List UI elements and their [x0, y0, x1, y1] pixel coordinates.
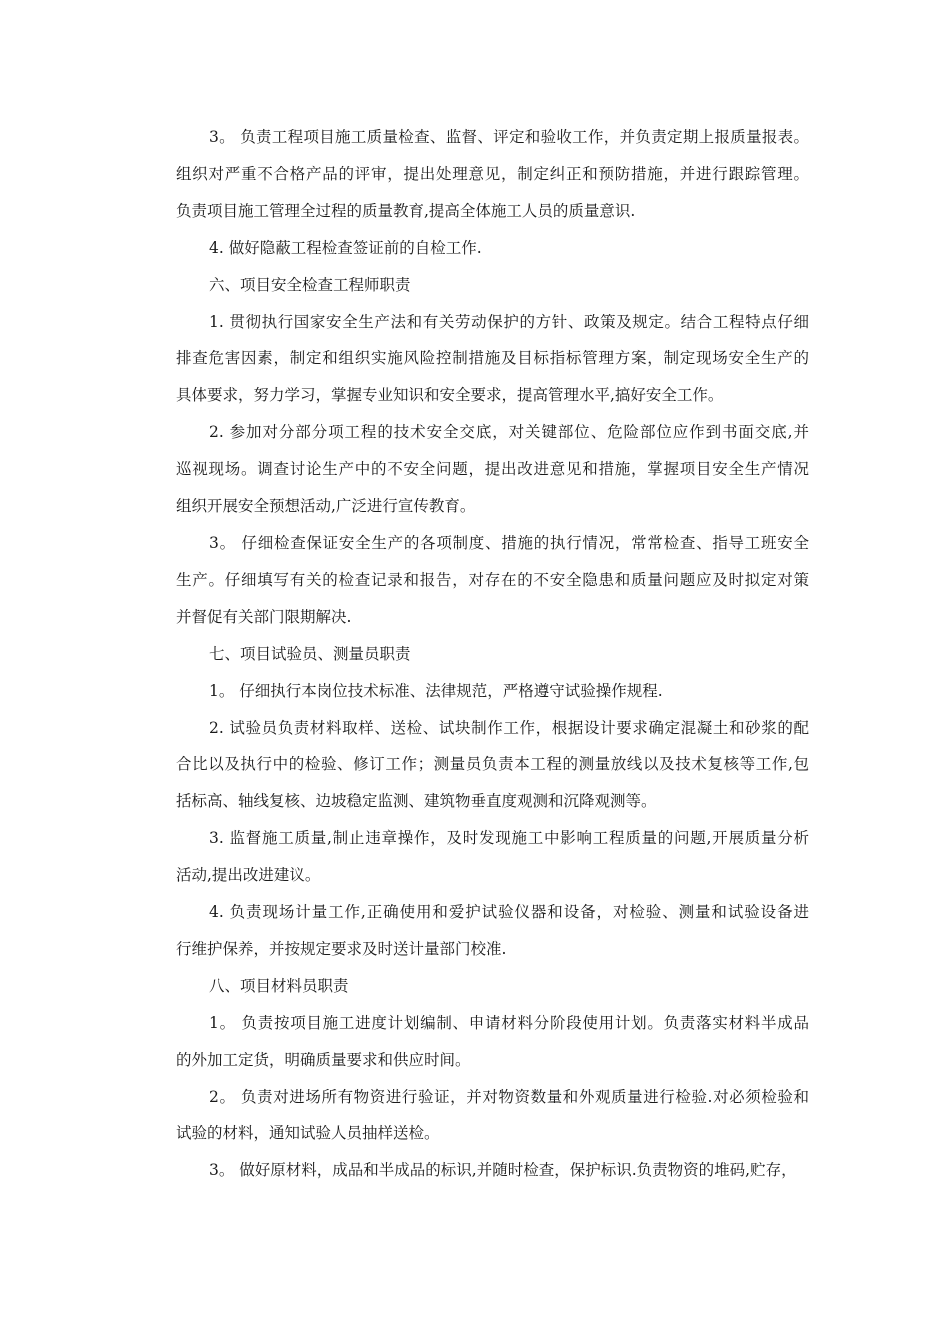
- paragraph-line: 2。 负责对进场所有物资进行验证，并对物资数量和外观质量进行检验.对必须检验和: [209, 1087, 809, 1106]
- paragraph-line: 排查危害因素，制定和组织实施风险控制措施及目标指标管理方案，制定现场安全生产的: [176, 349, 809, 368]
- heading-text: 八、项目材料员职责: [209, 976, 349, 995]
- paragraph-line: 组织对严重不合格产品的评审，提出处理意见，制定纠正和预防措施，并进行跟踪管理。: [176, 164, 809, 183]
- paragraph-line: 2. 参加对分部分项工程的技术安全交底，对关键部位、危险部位应作到书面交底,并: [209, 423, 809, 442]
- paragraph-line: 活动,提出改进建议。: [176, 866, 321, 885]
- paragraph-line: 括标高、轴线复核、边坡稳定监测、建筑物垂直度观测和沉降观测等。: [176, 792, 657, 811]
- paragraph: [143, 894, 809, 968]
- paragraph: [143, 710, 809, 821]
- paragraph-line: 具体要求，努力学习，掌握专业知识和安全要求，提高管理水平,搞好安全工作。: [176, 386, 724, 405]
- heading-text: 六、项目安全检查工程师职责: [209, 275, 411, 294]
- paragraph-line: 4. 负责现场计量工作,正确使用和爱护试验仪器和设备，对检验、测量和试验设备进: [209, 903, 809, 922]
- heading-text: 七、项目试验员、测量员职责: [209, 644, 411, 663]
- paragraph: [143, 119, 809, 230]
- document-body: [143, 119, 809, 1189]
- paragraph: [143, 525, 809, 636]
- paragraph-line: 3。 负责工程项目施工质量检查、监督、评定和验收工作，并负责定期上报质量报表。: [209, 128, 809, 146]
- paragraph: [143, 1005, 809, 1079]
- paragraph-line: 试验的材料，通知试验人员抽样送检。: [176, 1124, 440, 1143]
- paragraph-line: 并督促有关部门限期解决.: [176, 607, 352, 626]
- paragraph-line: 3。 做好原材料，成品和半成品的标识,并随时检查，保护标识.负责物资的堆码,贮存，: [209, 1161, 797, 1180]
- paragraph-line: 的外加工定货，明确质量要求和供应时间。: [176, 1050, 471, 1069]
- paragraph: [143, 1079, 809, 1153]
- paragraph: [143, 1152, 809, 1189]
- paragraph: [143, 304, 809, 415]
- paragraph-line: 1。 仔细执行本岗位技术标准、法律规范，严格遵守试验操作规程.: [209, 681, 663, 700]
- paragraph-line: 1。 负责按项目施工进度计划编制、申请材料分阶段使用计划。负责落实材料半成品: [209, 1013, 809, 1032]
- paragraph: [143, 673, 809, 710]
- paragraph-line: 合比以及执行中的检验、修订工作；测量员负责本工程的测量放线以及技术复核等工作,包: [176, 755, 809, 774]
- paragraph: [143, 820, 809, 894]
- paragraph-line: 3. 监督施工质量,制止违章操作，及时发现施工中影响工程质量的问题,开展质量分析: [209, 829, 809, 848]
- paragraph-line: 2. 试验员负责材料取样、送检、试块制作工作，根据设计要求确定混凝土和砂浆的配: [209, 718, 809, 737]
- paragraph-line: 组织开展安全预想活动,广泛进行宣传教育。: [176, 497, 476, 516]
- paragraph-line: 1. 贯彻执行国家安全生产法和有关劳动保护的方针、政策及规定。结合工程特点仔细: [209, 312, 809, 331]
- section-heading: [143, 968, 809, 1005]
- paragraph-line: 4. 做好隐蔽工程检查签证前的自检工作.: [209, 238, 482, 257]
- section-heading: [143, 267, 809, 304]
- paragraph-line: 行维护保养，并按规定要求及时送计量部门校准.: [176, 939, 507, 958]
- paragraph-line: 巡视现场。调查讨论生产中的不安全问题，提出改进意见和措施，掌握项目安全生产情况: [176, 460, 809, 479]
- paragraph-line: 3。 仔细检查保证安全生产的各项制度、措施的执行情况，常常检查、指导工班安全: [209, 533, 809, 552]
- paragraph-line: 负责项目施工管理全过程的质量教育,提高全体施工人员的质量意识.: [176, 201, 636, 220]
- paragraph: [143, 230, 809, 267]
- section-heading: [143, 636, 809, 673]
- paragraph-line: 生产。仔细填写有关的检查记录和报告，对存在的不安全隐患和质量问题应及时拟定对策: [176, 570, 809, 589]
- paragraph: [143, 414, 809, 525]
